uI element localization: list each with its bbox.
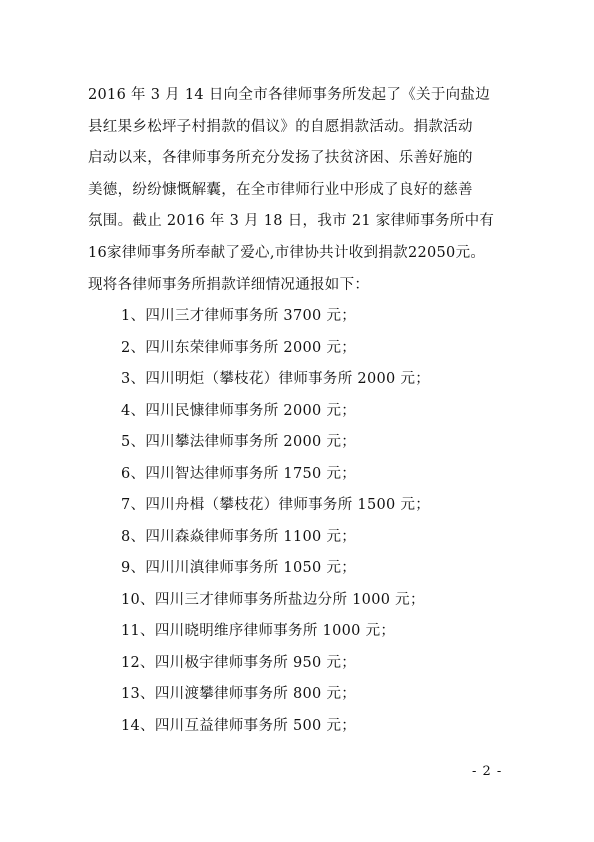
paragraph-line: 县红果乡松坪子村捐款的倡议》的自愿捐款活动。捐款活动 <box>88 118 473 135</box>
page-number: - 2 - <box>472 764 503 779</box>
paragraph-line: 2016 年 3 月 14 日向全市各律师事务所发起了《关于向盐边 <box>88 87 491 103</box>
donation-item: 6、四川智达律师事务所 1750 元； <box>121 465 357 482</box>
donation-item: 5、四川攀法律师事务所 2000 元； <box>121 434 357 450</box>
donation-item: 4、四川民慷律师事务所 2000 元； <box>121 402 357 419</box>
paragraph-line: 现将各律师事务所捐款详细情况通报如下： <box>88 276 370 293</box>
paragraph-line: 氛围。截止 2016 年 3 月 18 日，我市 21 家律师事务所中有 <box>88 213 495 230</box>
donation-item: 9、四川川滇律师事务所 1050 元； <box>121 560 357 576</box>
donation-item: 3、四川明炬（攀枝花）律师事务所 2000 元； <box>121 371 431 387</box>
donation-item: 11、四川晓明维序律师事务所 1000 元； <box>121 623 396 639</box>
paragraph-line: 美德，纷纷慷慨解囊，在全市律师行业中形成了良好的慈善 <box>88 181 473 198</box>
donation-list <box>121 301 521 742</box>
donation-item: 8、四川森焱律师事务所 1100 元； <box>121 528 357 545</box>
paragraph-line: 启动以来，各律师事务所充分发扬了扶贫济困、乐善好施的 <box>88 150 473 167</box>
paragraph-line: 16家律师事务所奉献了爱心,市律协共计收到捐款22050元。 <box>88 244 486 261</box>
donation-item: 12、四川极宇律师事务所 950 元； <box>121 654 357 671</box>
intro-paragraph <box>88 80 520 301</box>
donation-item: 7、四川舟楫（攀枝花）律师事务所 1500 元； <box>121 497 431 513</box>
donation-item: 14、四川互益律师事务所 500 元； <box>121 717 357 734</box>
donation-item: 2、四川东荣律师事务所 2000 元； <box>121 339 357 356</box>
donation-item: 10、四川三才律师事务所盐边分所 1000 元； <box>121 591 425 608</box>
donation-item: 1、四川三才律师事务所 3700 元； <box>121 308 357 324</box>
donation-item: 13、四川渡攀律师事务所 800 元； <box>121 686 357 702</box>
